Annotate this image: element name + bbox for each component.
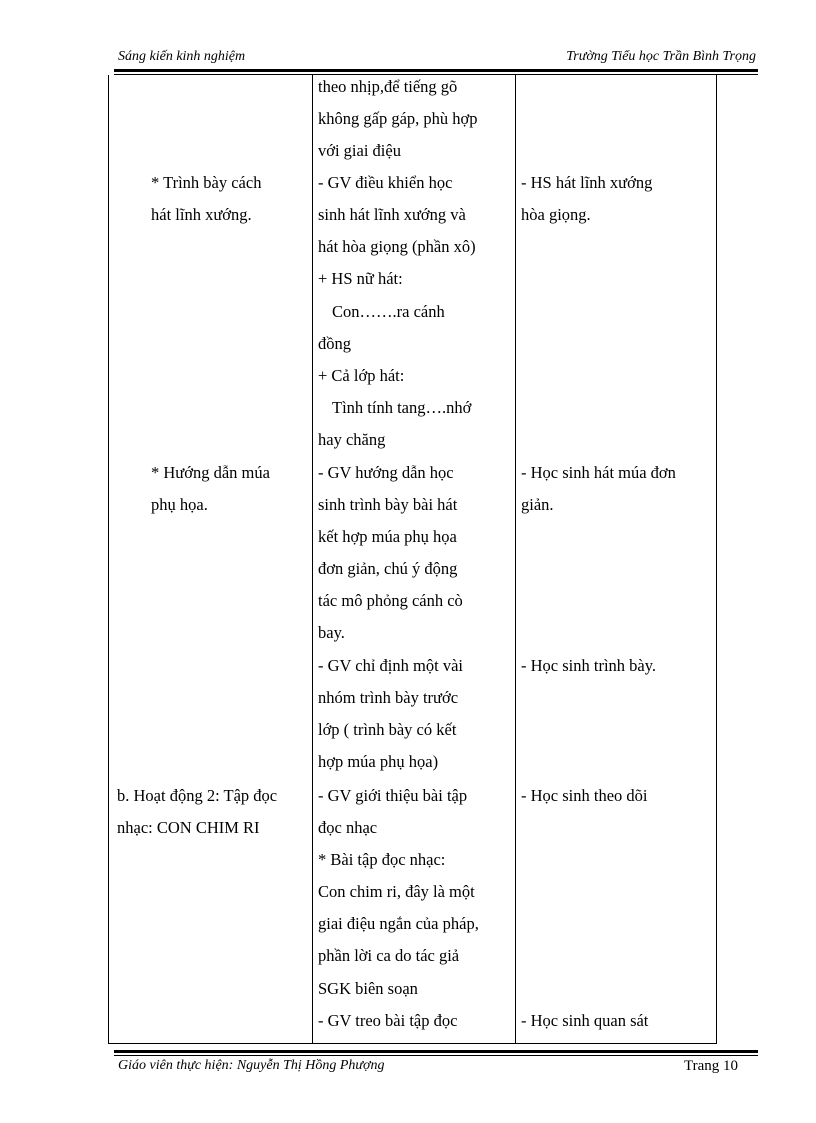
text-line: - GV hướng dẫn học bbox=[318, 463, 454, 482]
text-line: đồng bbox=[318, 334, 351, 353]
text-line: - HS hát lĩnh xướng bbox=[521, 173, 653, 192]
text-line: + HS nữ hát: bbox=[318, 269, 403, 288]
text-line: giai điệu ngắn của pháp, bbox=[318, 914, 479, 933]
text-line: hợp múa phụ họa) bbox=[318, 752, 439, 771]
header-divider bbox=[114, 69, 758, 72]
page-number: Trang 10 bbox=[684, 1058, 739, 1074]
header-left-title: Sáng kiến kinh nghiệm bbox=[118, 49, 246, 64]
text-line: * Hướng dẫn múa bbox=[151, 463, 270, 482]
text-line: * Trình bày cách bbox=[151, 173, 262, 192]
text-line: đọc nhạc bbox=[318, 818, 378, 837]
footer-teacher-name: Giáo viên thực hiện: Nguyễn Thị Hồng Phượng bbox=[118, 1058, 385, 1073]
lesson-table bbox=[108, 75, 717, 1044]
text-line: nhóm trình bày trước bbox=[318, 688, 459, 707]
text-line: sinh trình bày bài hát bbox=[318, 495, 458, 514]
text-line: Con…….ra cánh bbox=[332, 302, 445, 321]
column-divider bbox=[515, 75, 516, 1043]
text-line: phần lời ca do tác giả bbox=[318, 946, 460, 965]
text-line: phụ họa. bbox=[151, 495, 208, 514]
text-line: - Học sinh hát múa đơn bbox=[521, 463, 676, 482]
text-line: - GV giới thiệu bài tập bbox=[318, 786, 468, 805]
text-line: + Cả lớp hát: bbox=[318, 366, 405, 385]
text-line: không gấp gáp, phù hợp bbox=[318, 109, 478, 128]
text-line: kết hợp múa phụ họa bbox=[318, 527, 457, 546]
text-line: nhạc: CON CHIM RI bbox=[117, 818, 260, 837]
column-divider bbox=[312, 75, 313, 1043]
header-right-school: Trường Tiểu học Trần Bình Trọng bbox=[566, 49, 756, 64]
text-line: - Học sinh trình bày. bbox=[521, 656, 657, 675]
text-line: lớp ( trình bày có kết bbox=[318, 720, 457, 739]
text-line: - Học sinh quan sát bbox=[521, 1011, 649, 1030]
text-line: - Học sinh theo dõi bbox=[521, 786, 648, 805]
text-line: hát lĩnh xướng. bbox=[151, 205, 252, 224]
text-line: - GV chỉ định một vài bbox=[318, 656, 463, 675]
text-line: Tình tính tang….nhớ bbox=[332, 398, 472, 417]
text-line: giản. bbox=[521, 495, 554, 514]
text-line: bay. bbox=[318, 623, 345, 642]
text-line: tác mô phỏng cánh cò bbox=[318, 591, 463, 610]
text-line: - GV điều khiển học bbox=[318, 173, 453, 192]
text-line: với giai điệu bbox=[318, 141, 401, 160]
text-line: hòa giọng. bbox=[521, 205, 591, 224]
text-line: hay chăng bbox=[318, 430, 386, 449]
footer-divider-thin bbox=[114, 1055, 758, 1056]
text-line: đơn giản, chú ý động bbox=[318, 559, 458, 578]
text-line: b. Hoạt động 2: Tập đọc bbox=[117, 786, 278, 805]
text-line: theo nhịp,để tiếng gõ bbox=[318, 77, 458, 96]
text-line: SGK biên soạn bbox=[318, 979, 418, 998]
text-line: Con chim ri, đây là một bbox=[318, 882, 475, 901]
text-line: - GV treo bài tập đọc bbox=[318, 1011, 458, 1030]
text-line: * Bài tập đọc nhạc: bbox=[318, 850, 446, 869]
footer-divider bbox=[114, 1050, 758, 1053]
text-line: hát hòa giọng (phần xô) bbox=[318, 237, 476, 256]
text-line: sinh hát lĩnh xướng và bbox=[318, 205, 466, 224]
